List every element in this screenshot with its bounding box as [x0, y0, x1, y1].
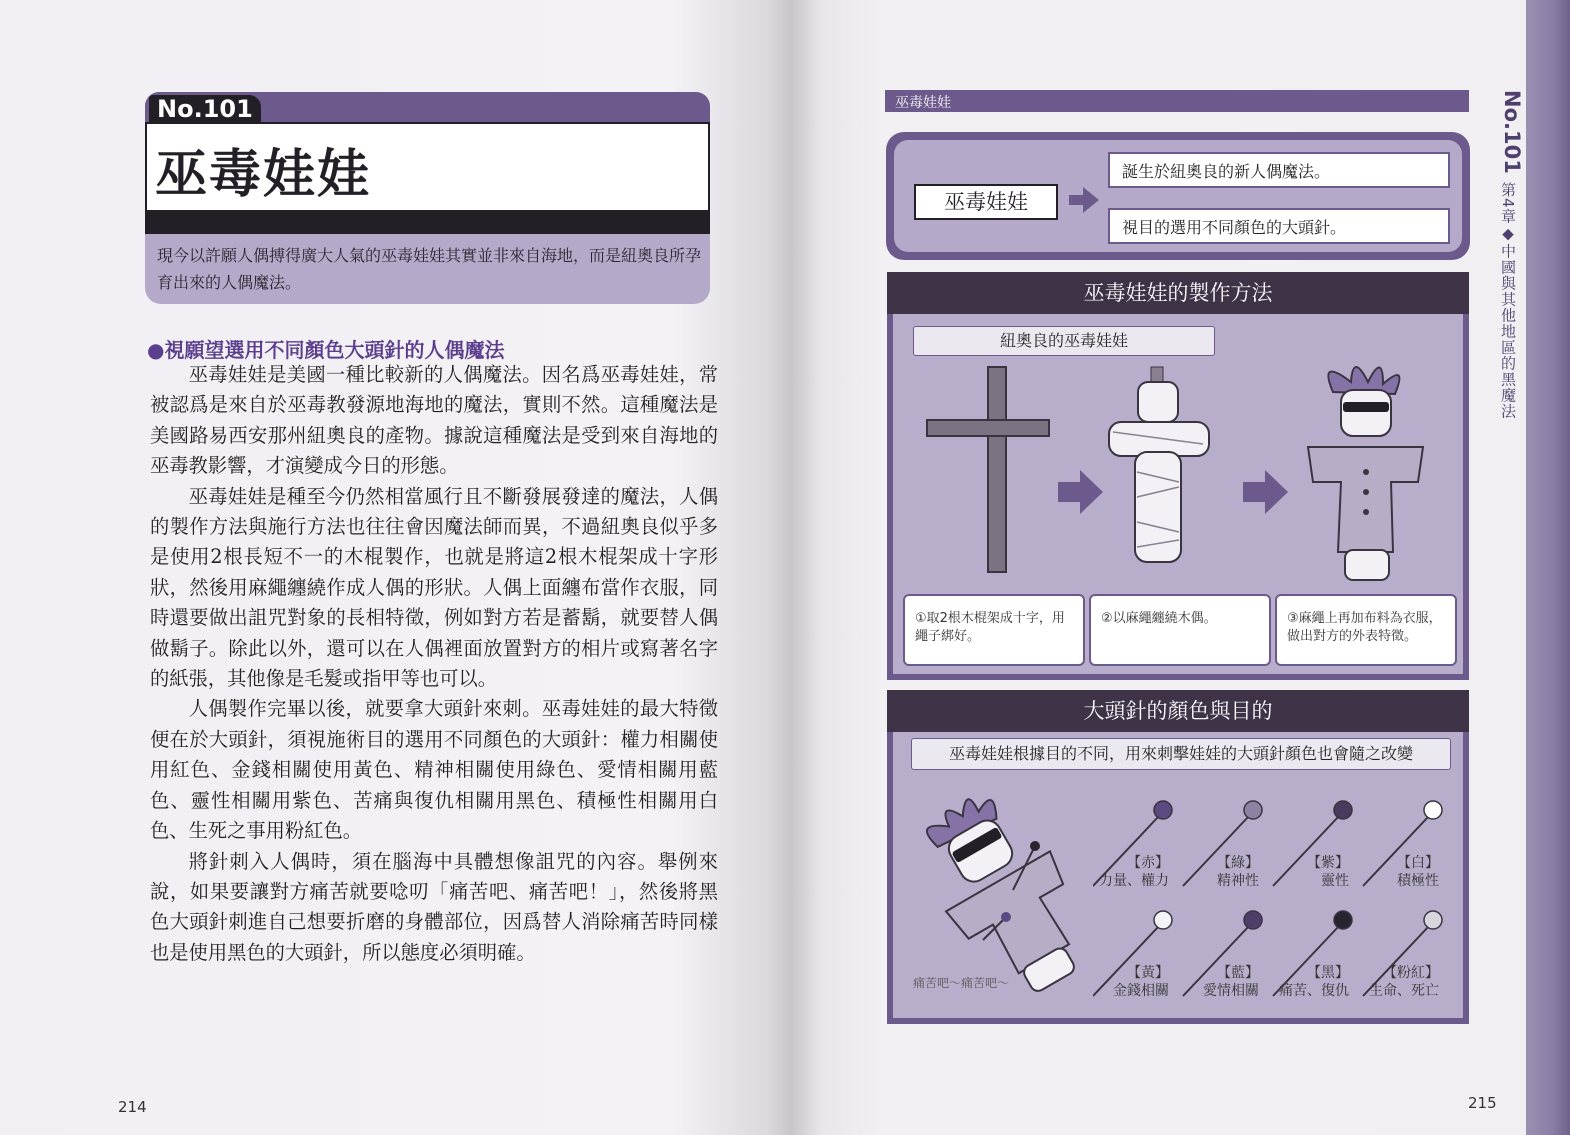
pin-head-icon [1154, 911, 1172, 929]
pin-label [1073, 964, 1169, 1000]
header-label: 巫毒娃娃 [895, 95, 951, 111]
pin-label [1253, 854, 1349, 890]
pin-label [1253, 964, 1349, 1000]
intro-text: 現今以許願人偶搏得廣大人氣的巫毒娃娃其實並非來自海地，而是紐奧良所孕育出來的人偶魔法。 [157, 246, 702, 292]
pin-head-icon [1154, 801, 1172, 819]
wrapped-doll-icon [1109, 367, 1209, 562]
pinned-doll-illustration [913, 780, 1093, 1000]
method-scroll-label: 紐奧良的巫毒娃娃 [913, 326, 1215, 356]
pin-color-name: 【綠】 [1217, 855, 1259, 871]
doll-caption: 痛苦吧～痛苦吧～ [913, 976, 1010, 990]
pin-color-name: 【粉紅】 [1383, 965, 1439, 981]
pin-banner: 巫毒娃娃根據目的不同，用來刺擊娃娃的大頭針顏色也會隨之改變 [911, 738, 1451, 770]
summary-fact: 視目的選用不同顏色的大頭針。 [1108, 208, 1450, 244]
pin-meaning: 生命、死亡 [1369, 983, 1439, 999]
doll-making-illustration [913, 362, 1453, 592]
summary-inner [894, 140, 1462, 252]
pin-title: 大頭針的顏色與目的 [887, 690, 1469, 732]
pin-panel [887, 690, 1469, 1024]
step-box: ①取2根木棍架成十字，用繩子綁好。 [903, 594, 1085, 666]
pin-meaning: 靈性 [1321, 873, 1349, 889]
pin-body [893, 732, 1463, 1018]
side-chapter: 第4章◆中國與其他地區的黑魔法 [1499, 182, 1517, 420]
pin-head-icon [1424, 911, 1442, 929]
section-heading: ●視願望選用不同顏色大頭針的人偶魔法 [147, 338, 505, 362]
wooden-cross-icon [927, 367, 1049, 572]
body-text [150, 360, 718, 968]
pin-meaning: 精神性 [1217, 873, 1259, 889]
pin-meaning: 痛苦、復仇 [1279, 983, 1349, 999]
pin-color-name: 【赤】 [1127, 855, 1169, 871]
page-edge-strip [1526, 0, 1570, 1135]
pin-color-name: 【黃】 [1127, 965, 1169, 981]
paragraph: 巫毒娃娃是美國一種比較新的人偶魔法。因名爲巫毒娃娃，常被認爲是來自於巫毒教發源地海地的魔法，實則不然。這種魔法是美國路易西安那州紐奧良的產物。據說這種魔法是受到來自海地的巫毒教影響，才演變成今日的形態。 [150, 363, 718, 478]
paragraph: 人偶製作完畢以後，就要拿大頭針來刺。巫毒娃娃的最大特徵便在於大頭針，須視施術目的選用不同顏色的大頭針：權力相關使用紅色、金錢相關使用黃色、精神相關使用綠色、愛情相關用藍色、靈性相關用紫色、苦痛與復仇相關用黑色、積極性相關用白色、生死之事用粉紅色。 [150, 697, 718, 843]
pin-meaning: 力量、權力 [1099, 873, 1169, 889]
dressed-doll-icon [1308, 367, 1423, 580]
method-title: 巫毒娃娃的製作方法 [887, 272, 1469, 314]
page-number: 215 [1468, 1094, 1497, 1112]
entry-number: No.101 [149, 95, 261, 123]
page-number: 214 [118, 1098, 147, 1116]
arrow-right-icon [1243, 470, 1288, 514]
pin-head-icon [1424, 801, 1442, 819]
arrow-right-icon [1069, 187, 1099, 213]
pin-color-name: 【藍】 [1217, 965, 1259, 981]
method-body [893, 314, 1463, 674]
title-card [145, 92, 710, 304]
step-box: ③麻繩上再加布料為衣服，做出對方的外表特徵。 [1275, 594, 1457, 666]
pin-head-icon [1334, 801, 1352, 819]
pin-meaning: 愛情相關 [1203, 983, 1259, 999]
summary-panel [886, 132, 1470, 260]
intro-box [145, 234, 710, 304]
pin-head-icon [1244, 911, 1262, 929]
arrow-right-icon [1058, 470, 1103, 514]
page-title: 巫毒娃娃 [155, 145, 372, 205]
summary-label: 巫毒娃娃 [914, 184, 1058, 220]
side-entry-number: No.101 [1500, 90, 1524, 174]
paragraph: 將針刺入人偶時，須在腦海中具體想像詛咒的內容。舉例來說，如果要讓對方痛苦就要唸叨「痛苦吧、痛苦吧！」，然後將黑色大頭針刺進自己想要折磨的身體部位，因爲替人消除痛苦時同樣也是使用黑色的大頭針，所以態度必須明確。 [150, 849, 718, 964]
header-bar [885, 90, 1469, 112]
method-panel [887, 272, 1469, 680]
pin-label [1163, 854, 1259, 890]
pin-label [1343, 854, 1439, 890]
pin-label [1343, 964, 1439, 1000]
pin-meaning: 金錢相關 [1113, 983, 1169, 999]
pin-head-icon [1244, 801, 1262, 819]
summary-fact: 誕生於紐奧良的新人偶魔法。 [1108, 152, 1450, 188]
paragraph: 巫毒娃娃是種至今仍然相當風行且不斷發展發達的魔法，人偶的製作方法與施行方法也往往會因魔法師而異，不過紐奧良似乎多是使用2根長短不一的木棍製作，也就是將這2根木棍架成十字形狀，然後用麻繩纏繞作成人偶的形狀。人偶上面纏布當作衣服，同時還要做出詛咒對象的長相特徵，例如對方若是蓄鬍，就要替人偶做鬍子。除此以外，還可以在人偶裡面放置對方的相片或寫著名字的紙張，其他像是毛髮或指甲等也可以。 [150, 484, 718, 691]
pin-color-name: 【黑】 [1307, 965, 1349, 981]
pin-head-icon [1334, 911, 1352, 929]
pin-label [1073, 854, 1169, 890]
step-box: ②以麻繩纏繞木偶。 [1089, 594, 1271, 666]
pin-meaning: 積極性 [1397, 873, 1439, 889]
pin-color-name: 【紫】 [1307, 855, 1349, 871]
title-divider [145, 210, 710, 234]
side-tab [1494, 90, 1524, 450]
pin-label [1163, 964, 1259, 1000]
pin-color-name: 【白】 [1397, 855, 1439, 871]
